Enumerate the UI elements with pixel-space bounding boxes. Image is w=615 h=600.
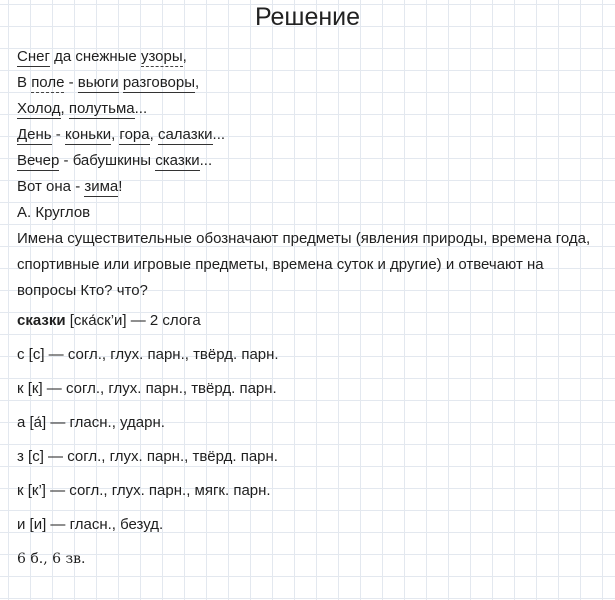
underlined-word: зима xyxy=(84,178,119,195)
analysis-word: сказки xyxy=(17,312,66,329)
poem-text: Вот она - xyxy=(17,178,85,195)
underlined-word: разговоры xyxy=(122,74,195,91)
analysis-row: и [и] — гласн., безуд. xyxy=(17,516,164,533)
underlined-word: полутьма xyxy=(68,100,135,117)
underlined-word: Снег xyxy=(17,48,50,65)
poem-text: ... xyxy=(212,126,226,143)
poem-text: - бабушкины xyxy=(59,152,156,169)
poem-line-1 xyxy=(17,44,607,70)
analysis-row: к [к] — согл., глух. парн., твёрд. парн. xyxy=(17,380,277,397)
poem-text: , xyxy=(111,126,120,143)
underlined-word: День xyxy=(17,126,52,143)
underlined-word: сказки xyxy=(155,152,200,169)
page-title: Решение xyxy=(254,3,361,31)
poem-text: ... xyxy=(199,152,213,169)
phonetic-analysis xyxy=(17,304,607,576)
explanation-paragraph: Имена существительные обозначают предметы (явления природы, времена года, спортивные или игровые предметы, времена суток и другие) и отвечают на вопросы Кто? что? xyxy=(17,230,591,299)
poem-text: , xyxy=(194,74,200,91)
dashed-underlined-word: поле xyxy=(31,74,65,91)
analysis-row: к [к’] — согл., глух. парн., мягк. парн. xyxy=(17,482,271,499)
poem-text: да снежные xyxy=(49,48,141,65)
underlined-word: Холод xyxy=(17,100,61,117)
underlined-word: вьюги xyxy=(77,74,119,91)
analysis-header xyxy=(17,304,607,338)
poem-text: , xyxy=(149,126,158,143)
analysis-row: с [с] — согл., глух. парн., твёрд. парн. xyxy=(17,346,279,363)
underlined-word: гора xyxy=(119,126,150,143)
underlined-word: Вечер xyxy=(17,152,60,169)
poem-line-3 xyxy=(17,96,607,122)
poem-text: - xyxy=(64,74,78,91)
poem-line-6 xyxy=(17,174,607,200)
poem-text: , xyxy=(182,48,187,65)
poem-text: В xyxy=(17,74,32,91)
poem-text: , xyxy=(60,100,69,117)
poem-text: ... xyxy=(134,100,148,117)
poem-line-2 xyxy=(17,70,607,96)
poem-text: ! xyxy=(118,178,123,195)
dashed-underlined-word: узоры xyxy=(140,48,183,65)
analysis-transcription: [ска́ск’и] — 2 слога xyxy=(65,312,201,329)
underlined-word: салазки xyxy=(157,126,213,143)
underlined-word: коньки xyxy=(64,126,112,143)
poem-author: А. Круглов xyxy=(17,204,91,221)
poem-text: - xyxy=(51,126,65,143)
analysis-row: а [а́] — гласн., ударн. xyxy=(17,414,165,431)
poem-line-4 xyxy=(17,122,607,148)
solution-content xyxy=(17,44,607,576)
poem-line-5 xyxy=(17,148,607,174)
analysis-summary: 6 б., 6 зв. xyxy=(17,551,86,567)
analysis-row: з [с] — согл., глух. парн., твёрд. парн. xyxy=(17,448,278,465)
